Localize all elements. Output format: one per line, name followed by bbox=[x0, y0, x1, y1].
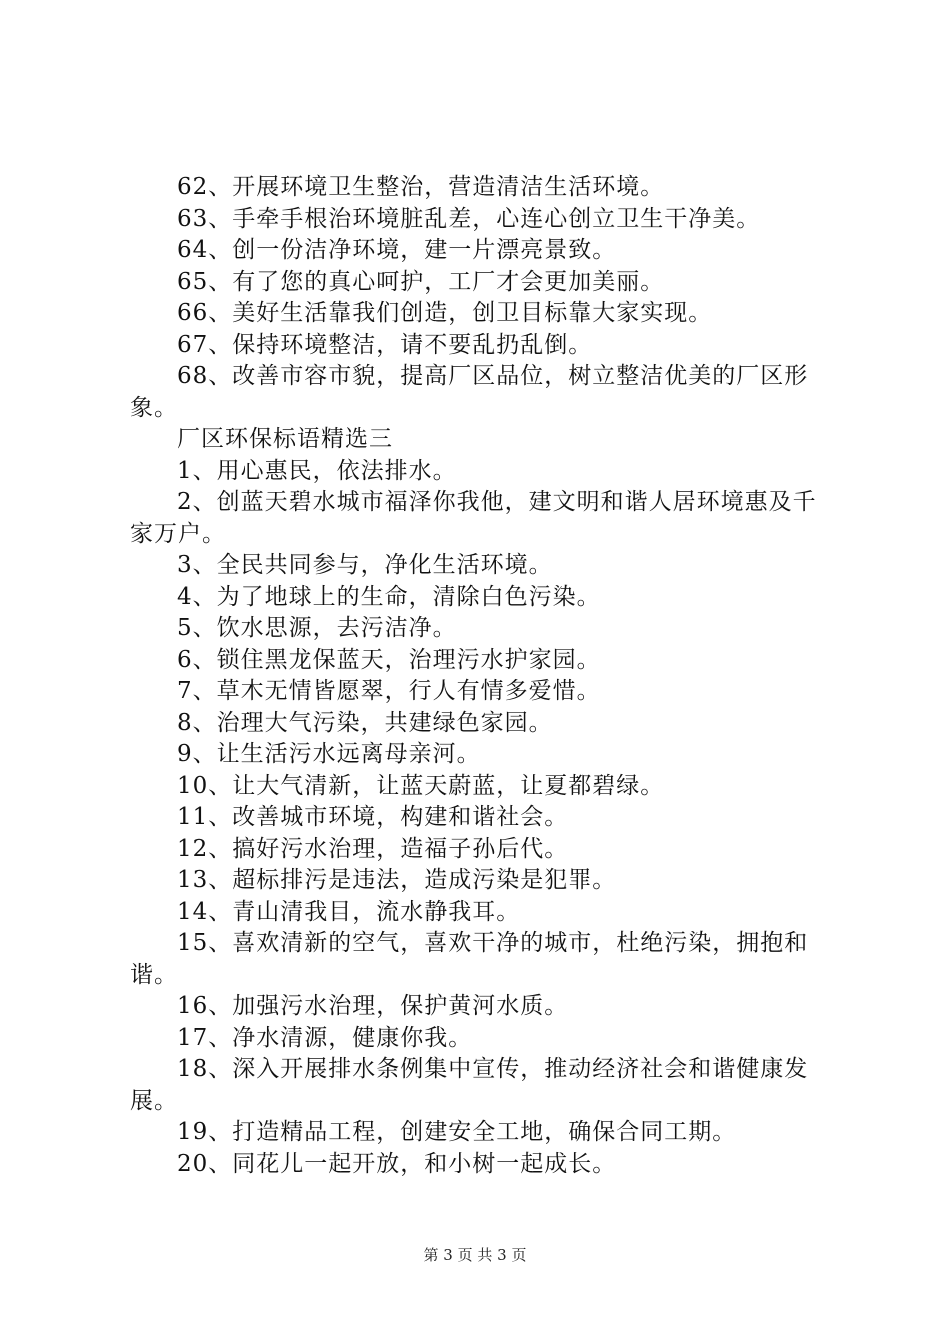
section-heading: 厂区环保标语精选三 bbox=[177, 426, 393, 452]
paragraph-10: 10、让大气清新，让蓝天蔚蓝，让夏都碧绿。 bbox=[177, 772, 665, 799]
paragraph-66: 66、美好生活靠我们创造，创卫目标靠大家实现。 bbox=[177, 300, 713, 326]
paragraph-15: 15、喜欢清新的空气，喜欢干净的城市，杜绝污染，拥抱和谐。 bbox=[130, 930, 809, 988]
page-number-footer: 第 3 页 共 3 页 bbox=[423, 1246, 527, 1264]
paragraph-4: 4、为了地球上的生命，清除白色污染。 bbox=[177, 583, 601, 610]
paragraph-19: 19、打造精品工程，创建安全工地，确保合同工期。 bbox=[177, 1119, 737, 1145]
paragraph-20: 20、同花儿一起开放，和小树一起成长。 bbox=[177, 1150, 617, 1177]
paragraph-12: 12、搞好污水治理，造福子孙后代。 bbox=[177, 835, 569, 862]
paragraph-65: 65、有了您的真心呵护，工厂才会更加美丽。 bbox=[177, 268, 665, 295]
paragraph-8: 8、治理大气污染，共建绿色家园。 bbox=[177, 709, 553, 736]
paragraph-62: 62、开展环境卫生整治，营造清洁生活环境。 bbox=[177, 174, 665, 200]
paragraph-67: 67、保持环境整洁，请不要乱扔乱倒。 bbox=[177, 331, 593, 358]
paragraph-6: 6、锁住黑龙保蓝天，治理污水护家园。 bbox=[177, 646, 601, 673]
document-body bbox=[130, 172, 830, 1180]
paragraph-18: 18、深入开展排水条例集中宣传，推动经济社会和谐健康发展。 bbox=[130, 1056, 809, 1114]
paragraph-63: 63、手牵手根治环境脏乱差，心连心创立卫生干净美。 bbox=[177, 205, 761, 232]
paragraph-5: 5、饮水思源，去污洁净。 bbox=[177, 615, 457, 641]
paragraph-3: 3、全民共同参与，净化生活环境。 bbox=[177, 552, 553, 578]
paragraph-68: 68、改善市容市貌，提高厂区品位，树立整洁优美的厂区形象。 bbox=[130, 363, 809, 421]
paragraph-1: 1、用心惠民，依法排水。 bbox=[177, 457, 457, 484]
paragraph-9: 9、让生活污水远离母亲河。 bbox=[177, 741, 481, 767]
paragraph-14: 14、青山清我目，流水静我耳。 bbox=[177, 898, 521, 925]
paragraph-13: 13、超标排污是违法，造成污染是犯罪。 bbox=[177, 867, 617, 893]
paragraph-17: 17、净水清源，健康你我。 bbox=[177, 1024, 473, 1051]
paragraph-64: 64、创一份洁净环境，建一片漂亮景致。 bbox=[177, 237, 617, 263]
paragraph-11: 11、改善城市环境，构建和谐社会。 bbox=[177, 804, 569, 830]
paragraph-2: 2、创蓝天碧水城市福泽你我他，建文明和谐人居环境惠及千家万户。 bbox=[130, 489, 817, 547]
paragraph-16: 16、加强污水治理，保护黄河水质。 bbox=[177, 993, 569, 1019]
paragraph-7: 7、草木无情皆愿翠，行人有情多爱惜。 bbox=[177, 678, 601, 704]
